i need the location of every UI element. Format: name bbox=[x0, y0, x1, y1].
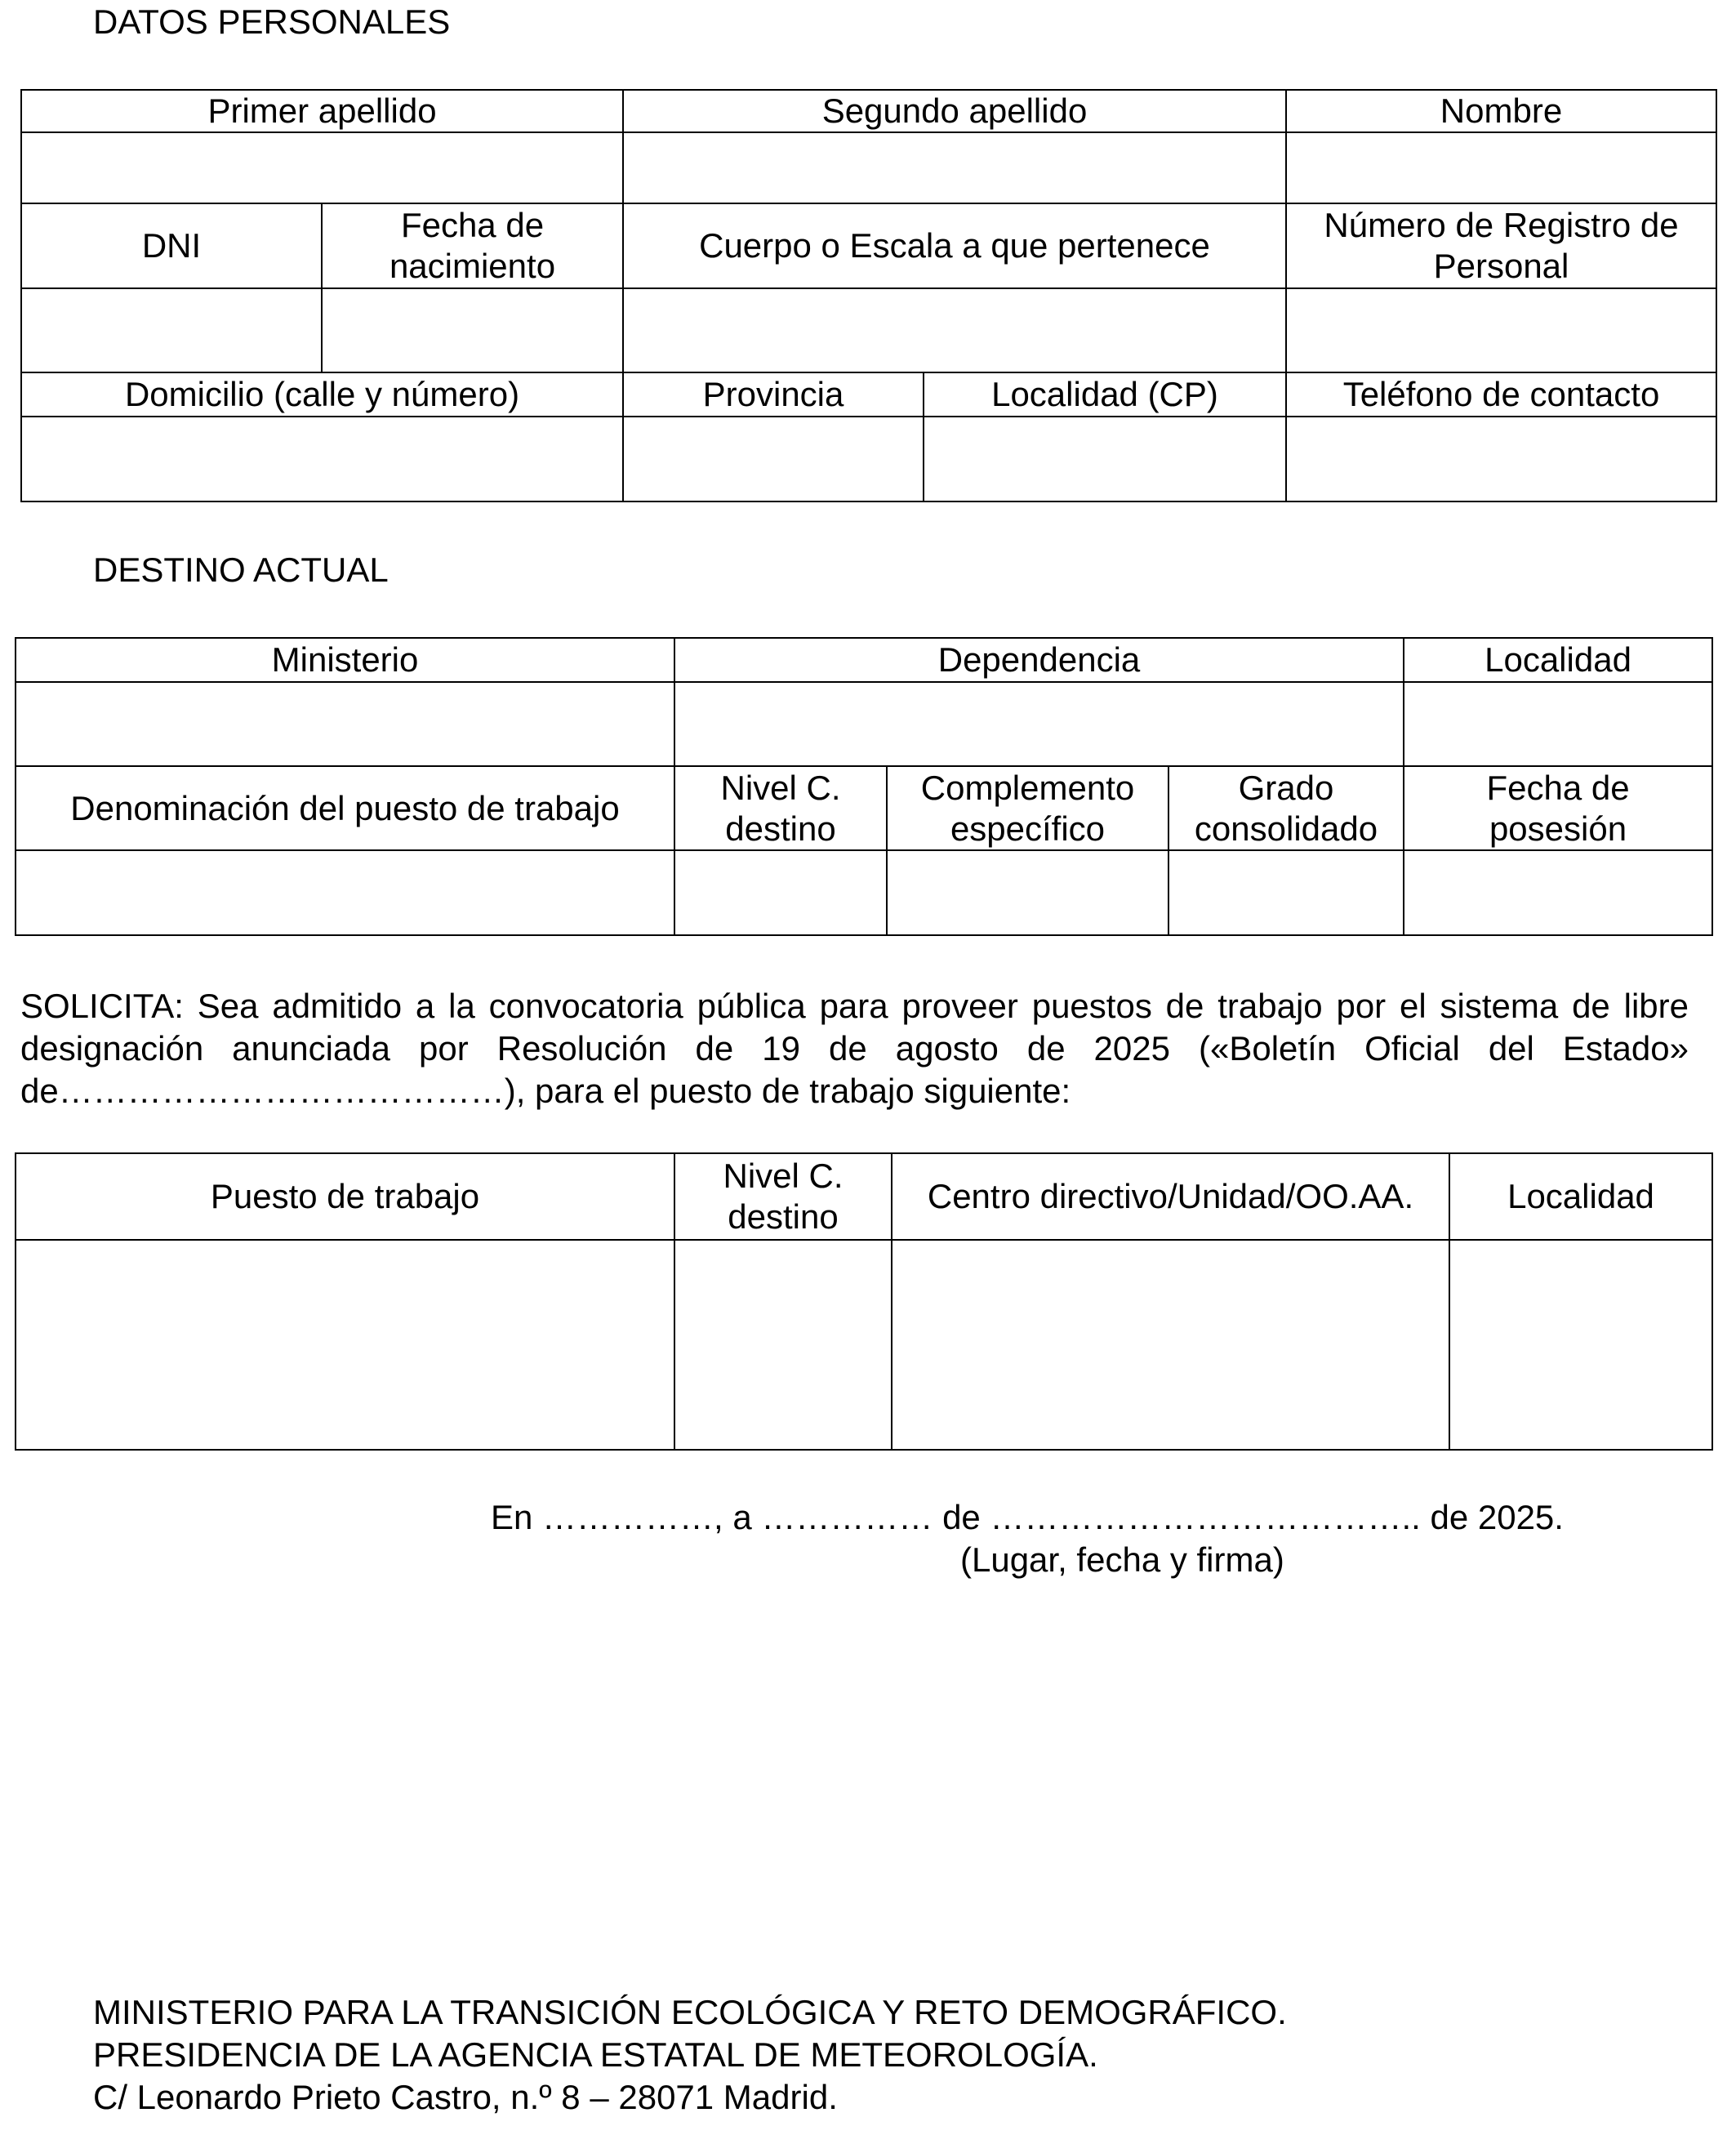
field-nrp[interactable] bbox=[1286, 288, 1716, 372]
signature-line: En ……………, a …………… de ……………………………….. de 2025. bbox=[491, 1498, 1564, 1536]
field-fecha-nacimiento[interactable] bbox=[322, 288, 623, 372]
field-dni[interactable] bbox=[21, 288, 322, 372]
footer-line-2: PRESIDENCIA DE LA AGENCIA ESTATAL DE METEOROLOGÍA. bbox=[93, 2035, 1098, 2074]
field-localidad-solicitud[interactable] bbox=[1449, 1240, 1712, 1450]
header-dni: DNI bbox=[21, 203, 322, 288]
field-complemento[interactable] bbox=[887, 850, 1168, 935]
field-nombre[interactable] bbox=[1286, 132, 1716, 203]
header-centro-directivo: Centro directivo/Unidad/OO.AA. bbox=[892, 1153, 1449, 1240]
header-puesto-trabajo: Puesto de trabajo bbox=[16, 1153, 674, 1240]
header-ministerio: Ministerio bbox=[16, 638, 674, 682]
field-grado[interactable] bbox=[1168, 850, 1404, 935]
section-title-datos-personales: DATOS PERSONALES bbox=[93, 2, 451, 41]
header-localidad: Localidad (CP) bbox=[924, 372, 1286, 417]
section-title-destino-actual: DESTINO ACTUAL bbox=[93, 550, 389, 589]
field-denominacion-puesto[interactable] bbox=[16, 850, 674, 935]
header-nivel: Nivel C. destino bbox=[674, 766, 887, 850]
field-localidad-destino[interactable] bbox=[1404, 682, 1712, 766]
field-domicilio[interactable] bbox=[21, 417, 623, 501]
header-nivel-solicitud: Nivel C. destino bbox=[674, 1153, 892, 1240]
field-localidad[interactable] bbox=[924, 417, 1286, 501]
field-provincia[interactable] bbox=[623, 417, 924, 501]
header-telefono: Teléfono de contacto bbox=[1286, 372, 1716, 417]
field-cuerpo[interactable] bbox=[623, 288, 1286, 372]
solicita-paragraph: SOLICITA: Sea admitido a la convocatoria pública para proveer puestos de trabajo por el sistema de libre designación anunciada por Resolución de 19 de agosto de 2025 («Boletín Oficial del Estado» de…………………………………), para el puesto de trabajo siguiente: bbox=[20, 987, 1689, 1110]
field-nivel[interactable] bbox=[674, 850, 887, 935]
field-fecha-posesion[interactable] bbox=[1404, 850, 1712, 935]
field-primer-apellido[interactable] bbox=[21, 132, 623, 203]
header-primer-apellido: Primer apellido bbox=[21, 90, 623, 132]
header-complemento: Complemento específico bbox=[887, 766, 1168, 850]
signature-caption: (Lugar, fecha y firma) bbox=[960, 1540, 1284, 1579]
header-cuerpo: Cuerpo o Escala a que pertenece bbox=[623, 203, 1286, 288]
destino-table bbox=[15, 637, 1713, 936]
field-segundo-apellido[interactable] bbox=[623, 132, 1286, 203]
field-centro-directivo[interactable] bbox=[892, 1240, 1449, 1450]
header-fecha-nacimiento: Fecha de nacimiento bbox=[322, 203, 623, 288]
field-nivel-solicitud[interactable] bbox=[674, 1240, 892, 1450]
field-ministerio[interactable] bbox=[16, 682, 674, 766]
header-domicilio: Domicilio (calle y número) bbox=[21, 372, 623, 417]
header-provincia: Provincia bbox=[623, 372, 924, 417]
footer-line-3: C/ Leonardo Prieto Castro, n.º 8 – 28071 Madrid. bbox=[93, 2078, 838, 2116]
field-dependencia[interactable] bbox=[674, 682, 1404, 766]
header-nrp: Número de Registro de Personal bbox=[1286, 203, 1716, 288]
header-grado: Grado consolidado bbox=[1168, 766, 1404, 850]
header-segundo-apellido: Segundo apellido bbox=[623, 90, 1286, 132]
field-telefono[interactable] bbox=[1286, 417, 1716, 501]
footer-line-1: MINISTERIO PARA LA TRANSICIÓN ECOLÓGICA Y RETO DEMOGRÁFICO. bbox=[93, 1993, 1287, 2031]
header-dependencia: Dependencia bbox=[674, 638, 1404, 682]
field-puesto-trabajo[interactable] bbox=[16, 1240, 674, 1450]
header-nombre: Nombre bbox=[1286, 90, 1716, 132]
header-denominacion-puesto: Denominación del puesto de trabajo bbox=[16, 766, 674, 850]
personal-data-table bbox=[20, 89, 1717, 502]
header-localidad-destino: Localidad bbox=[1404, 638, 1712, 682]
header-fecha-posesion: Fecha de posesión bbox=[1404, 766, 1712, 850]
solicitud-table bbox=[15, 1152, 1713, 1451]
header-localidad-solicitud: Localidad bbox=[1449, 1153, 1712, 1240]
